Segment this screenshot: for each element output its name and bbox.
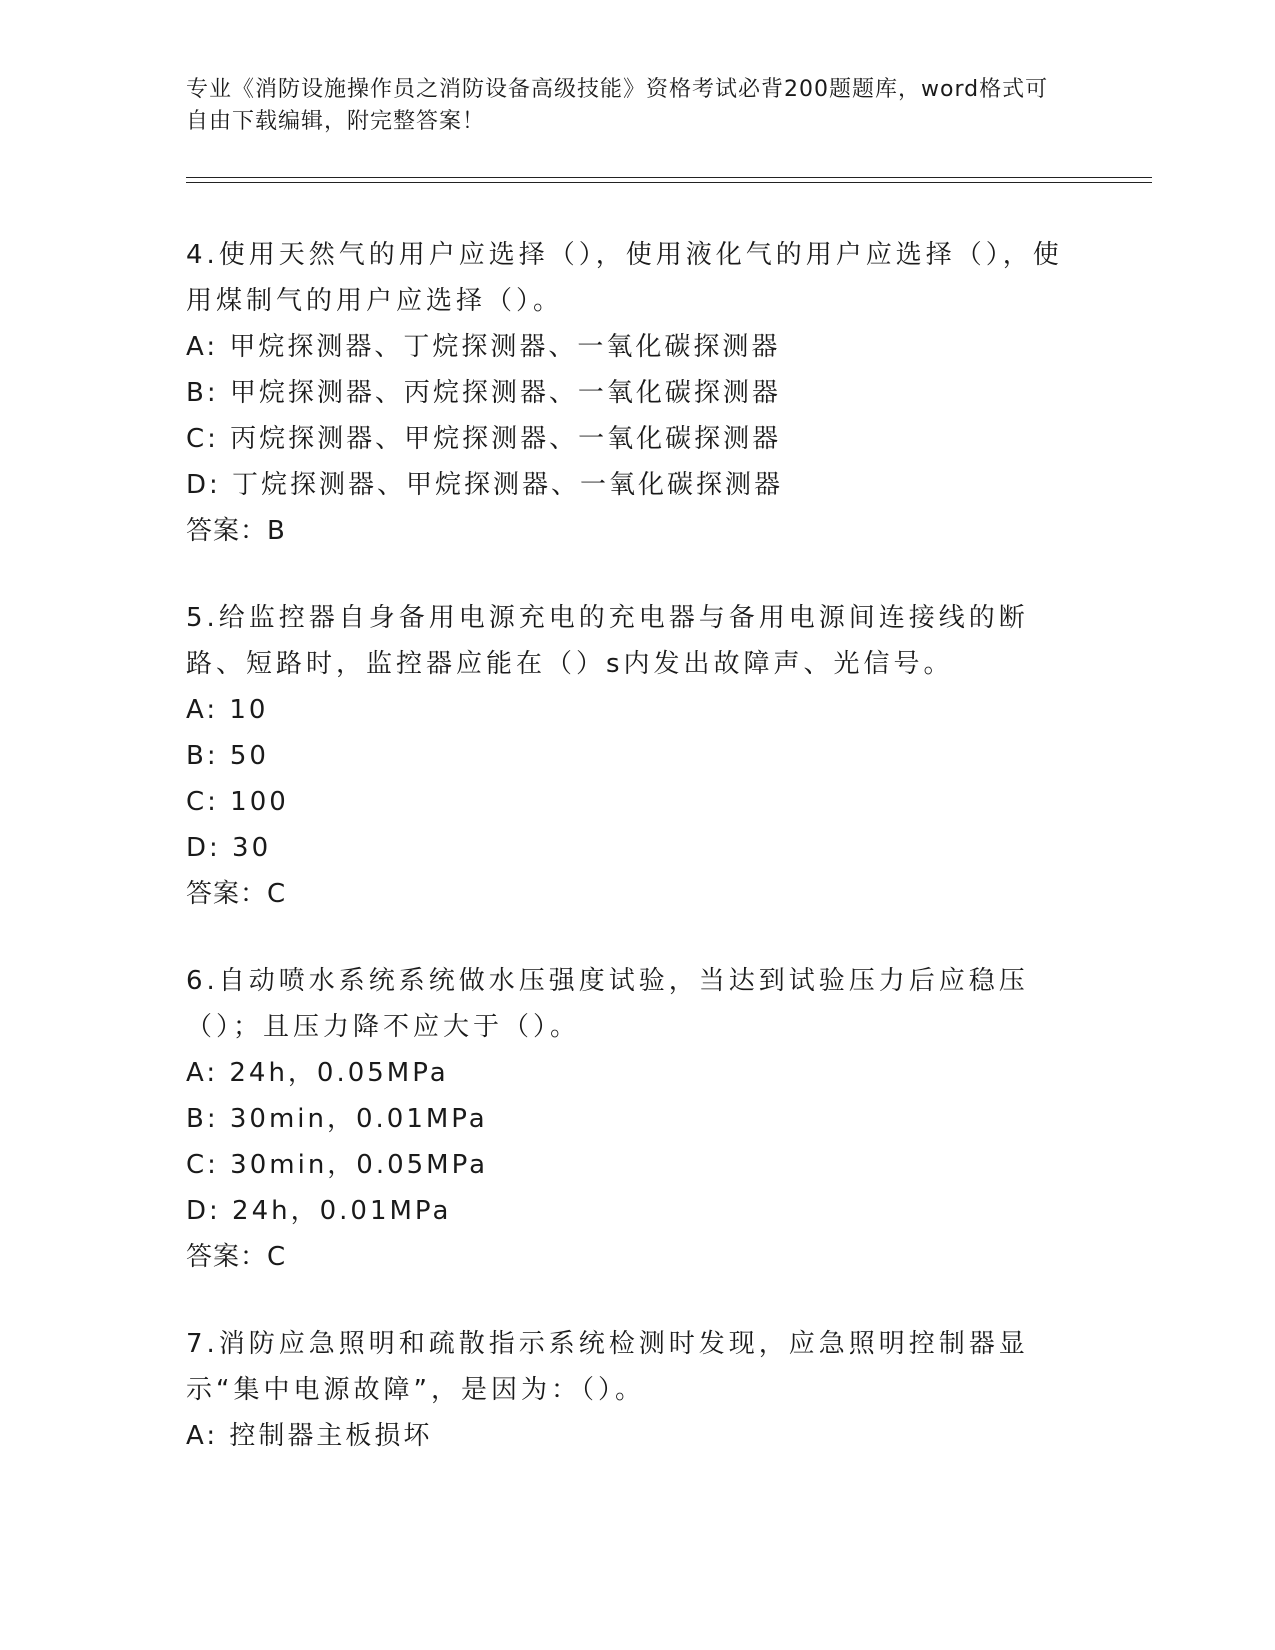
option-b: B: 30min，0.01MPa: [186, 1104, 488, 1134]
option-a: A: 甲烷探测器、丁烷探测器、一氧化碳探测器: [186, 332, 781, 362]
question-stem: 4.使用天然气的用户应选择（），使用液化气的用户应选择（），使用煤制气的用户应选择（）。: [186, 240, 1063, 316]
answer-line: 答案：B: [186, 516, 286, 546]
question-5: [186, 595, 1066, 917]
question-7: [186, 1321, 1066, 1459]
option-a: A: 24h，0.05MPa: [186, 1058, 449, 1088]
answer-line: 答案：C: [186, 879, 287, 909]
option-c: C: 丙烷探测器、甲烷探测器、一氧化碳探测器: [186, 424, 782, 454]
header-rule-top: [186, 177, 1152, 178]
document-header: 专业《消防设施操作员之消防设备高级技能》资格考试必背200题题库，word格式可自由下载编辑，附完整答案！: [186, 77, 1049, 134]
question-stem: 6.自动喷水系统系统做水压强度试验，当达到试验压力后应稳压（）；且压力降不应大于（）。: [186, 966, 1029, 1042]
option-b: B: 甲烷探测器、丙烷探测器、一氧化碳探测器: [186, 378, 781, 408]
question-4: [186, 232, 1066, 554]
question-list: [186, 232, 1066, 1500]
option-d: D: 30: [186, 833, 272, 863]
header-rule-bottom: [186, 182, 1152, 183]
option-d: D: 24h，0.01MPa: [186, 1196, 452, 1226]
option-c: C: 100: [186, 787, 289, 817]
option-a: A: 控制器主板损坏: [186, 1421, 433, 1451]
option-c: C: 30min，0.05MPa: [186, 1150, 489, 1180]
question-6: [186, 958, 1066, 1280]
option-a: A: 10: [186, 695, 269, 725]
option-d: D: 丁烷探测器、甲烷探测器、一氧化碳探测器: [186, 470, 784, 500]
question-stem: 7.消防应急照明和疏散指示系统检测时发现，应急照明控制器显示“集中电源故障”，是因为：（）。: [186, 1329, 1029, 1405]
option-b: B: 50: [186, 741, 269, 771]
answer-line: 答案：C: [186, 1242, 287, 1272]
question-stem: 5.给监控器自身备用电源充电的充电器与备用电源间连接线的断路、短路时，监控器应能在（）s内发出故障声、光信号。: [186, 603, 1029, 679]
